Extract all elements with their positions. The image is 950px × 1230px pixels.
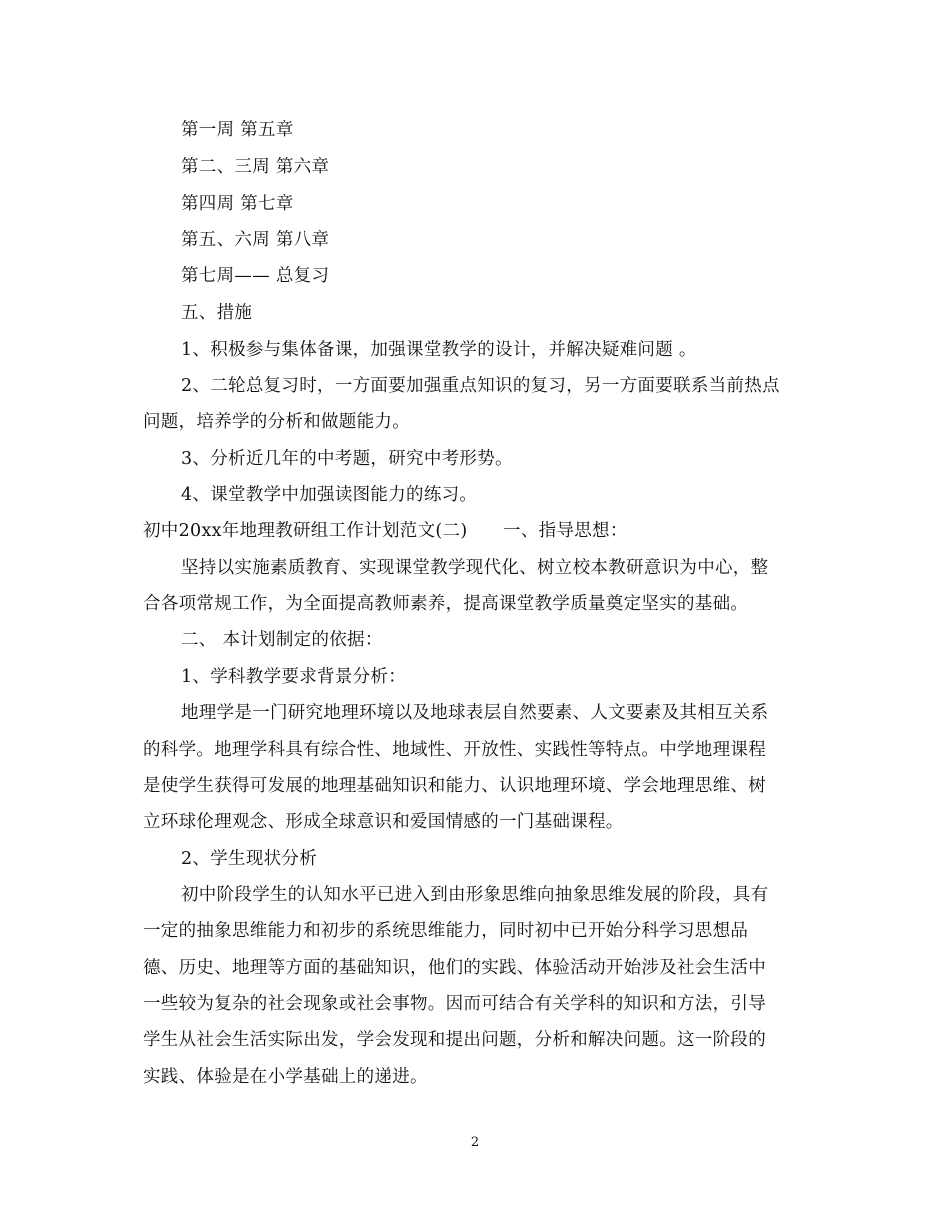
schedule-week-5-6: 第五、六周 第八章 <box>181 230 330 250</box>
measure-item-4: 4、课堂教学中加强读图能力的练习。 <box>181 485 478 505</box>
subject-analysis-line-2: 的科学。地理学科具有综合性、地域性、开放性、实践性等特点。中学地理课程 <box>143 740 766 760</box>
guiding-thought-line-1: 坚持以实施素质教育、实现课堂教学现代化、树立校本教研意识为中心，整 <box>181 558 769 578</box>
page-number: 2 <box>470 1135 480 1150</box>
schedule-week-4: 第四周 第七章 <box>181 194 294 214</box>
schedule-week-1: 第一周 第五章 <box>181 120 294 140</box>
student-analysis-line-2: 一定的抽象思维能力和初步的系统思维能力，同时初中已开始分科学习思想品 <box>143 921 749 941</box>
student-analysis-line-5: 学生从社会生活实际出发，学会发现和提出问题，分析和解决问题。这一阶段的 <box>143 1030 766 1050</box>
subheading-student-analysis: 2、学生现状分析 <box>181 849 318 869</box>
measure-item-2-line-1: 2、二轮总复习时，一方面要加强重点知识的复习，另一方面要联系当前热点 <box>181 376 780 396</box>
measure-item-3: 3、分析近几年的中考题，研究中考形势。 <box>181 449 513 469</box>
student-analysis-line-4: 一些较为复杂的社会现象或社会事物。因而可结合有关学科的知识和方法，引导 <box>143 994 766 1014</box>
document-title-line: 初中20xx年地理教研组工作计划范文(二) 一、指导思想： <box>143 521 628 541</box>
subject-analysis-line-3: 是使学生获得可发展的地理基础知识和能力、认识地理环境、学会地理思维、树 <box>143 776 766 796</box>
schedule-week-2-3: 第二、三周 第六章 <box>181 157 330 177</box>
student-analysis-line-1: 初中阶段学生的认知水平已进入到由形象思维向抽象思维发展的阶段，具有 <box>181 885 769 905</box>
measure-item-1: 1、积极参与集体备课，加强课堂教学的设计，并解决疑难问题 。 <box>181 340 697 360</box>
schedule-week-7: 第七周—— 总复习 <box>181 266 330 286</box>
subject-analysis-line-4: 立环球伦理观念、形成全球意识和爱国情感的一门基础课程。 <box>143 812 624 832</box>
section-heading-basis: 二、 本计划制定的依据： <box>181 630 383 650</box>
section-heading-measures: 五、措施 <box>181 303 253 323</box>
guiding-thought-line-2: 合各项常规工作，为全面提高教师素养，提高课堂教学质量奠定坚实的基础。 <box>143 594 749 614</box>
measure-item-2-line-2: 问题，培养学的分析和做题能力。 <box>143 412 410 432</box>
subheading-subject-analysis: 1、学科教学要求背景分析： <box>181 667 407 687</box>
student-analysis-line-6: 实践、体验是在小学基础上的递进。 <box>143 1067 428 1087</box>
student-analysis-line-3: 德、历史、地理等方面的基础知识，他们的实践、体验活动开始涉及社会生活中 <box>143 958 766 978</box>
subject-analysis-line-1: 地理学是一门研究地理环境以及地球表层自然要素、人文要素及其相互关系 <box>181 703 769 723</box>
